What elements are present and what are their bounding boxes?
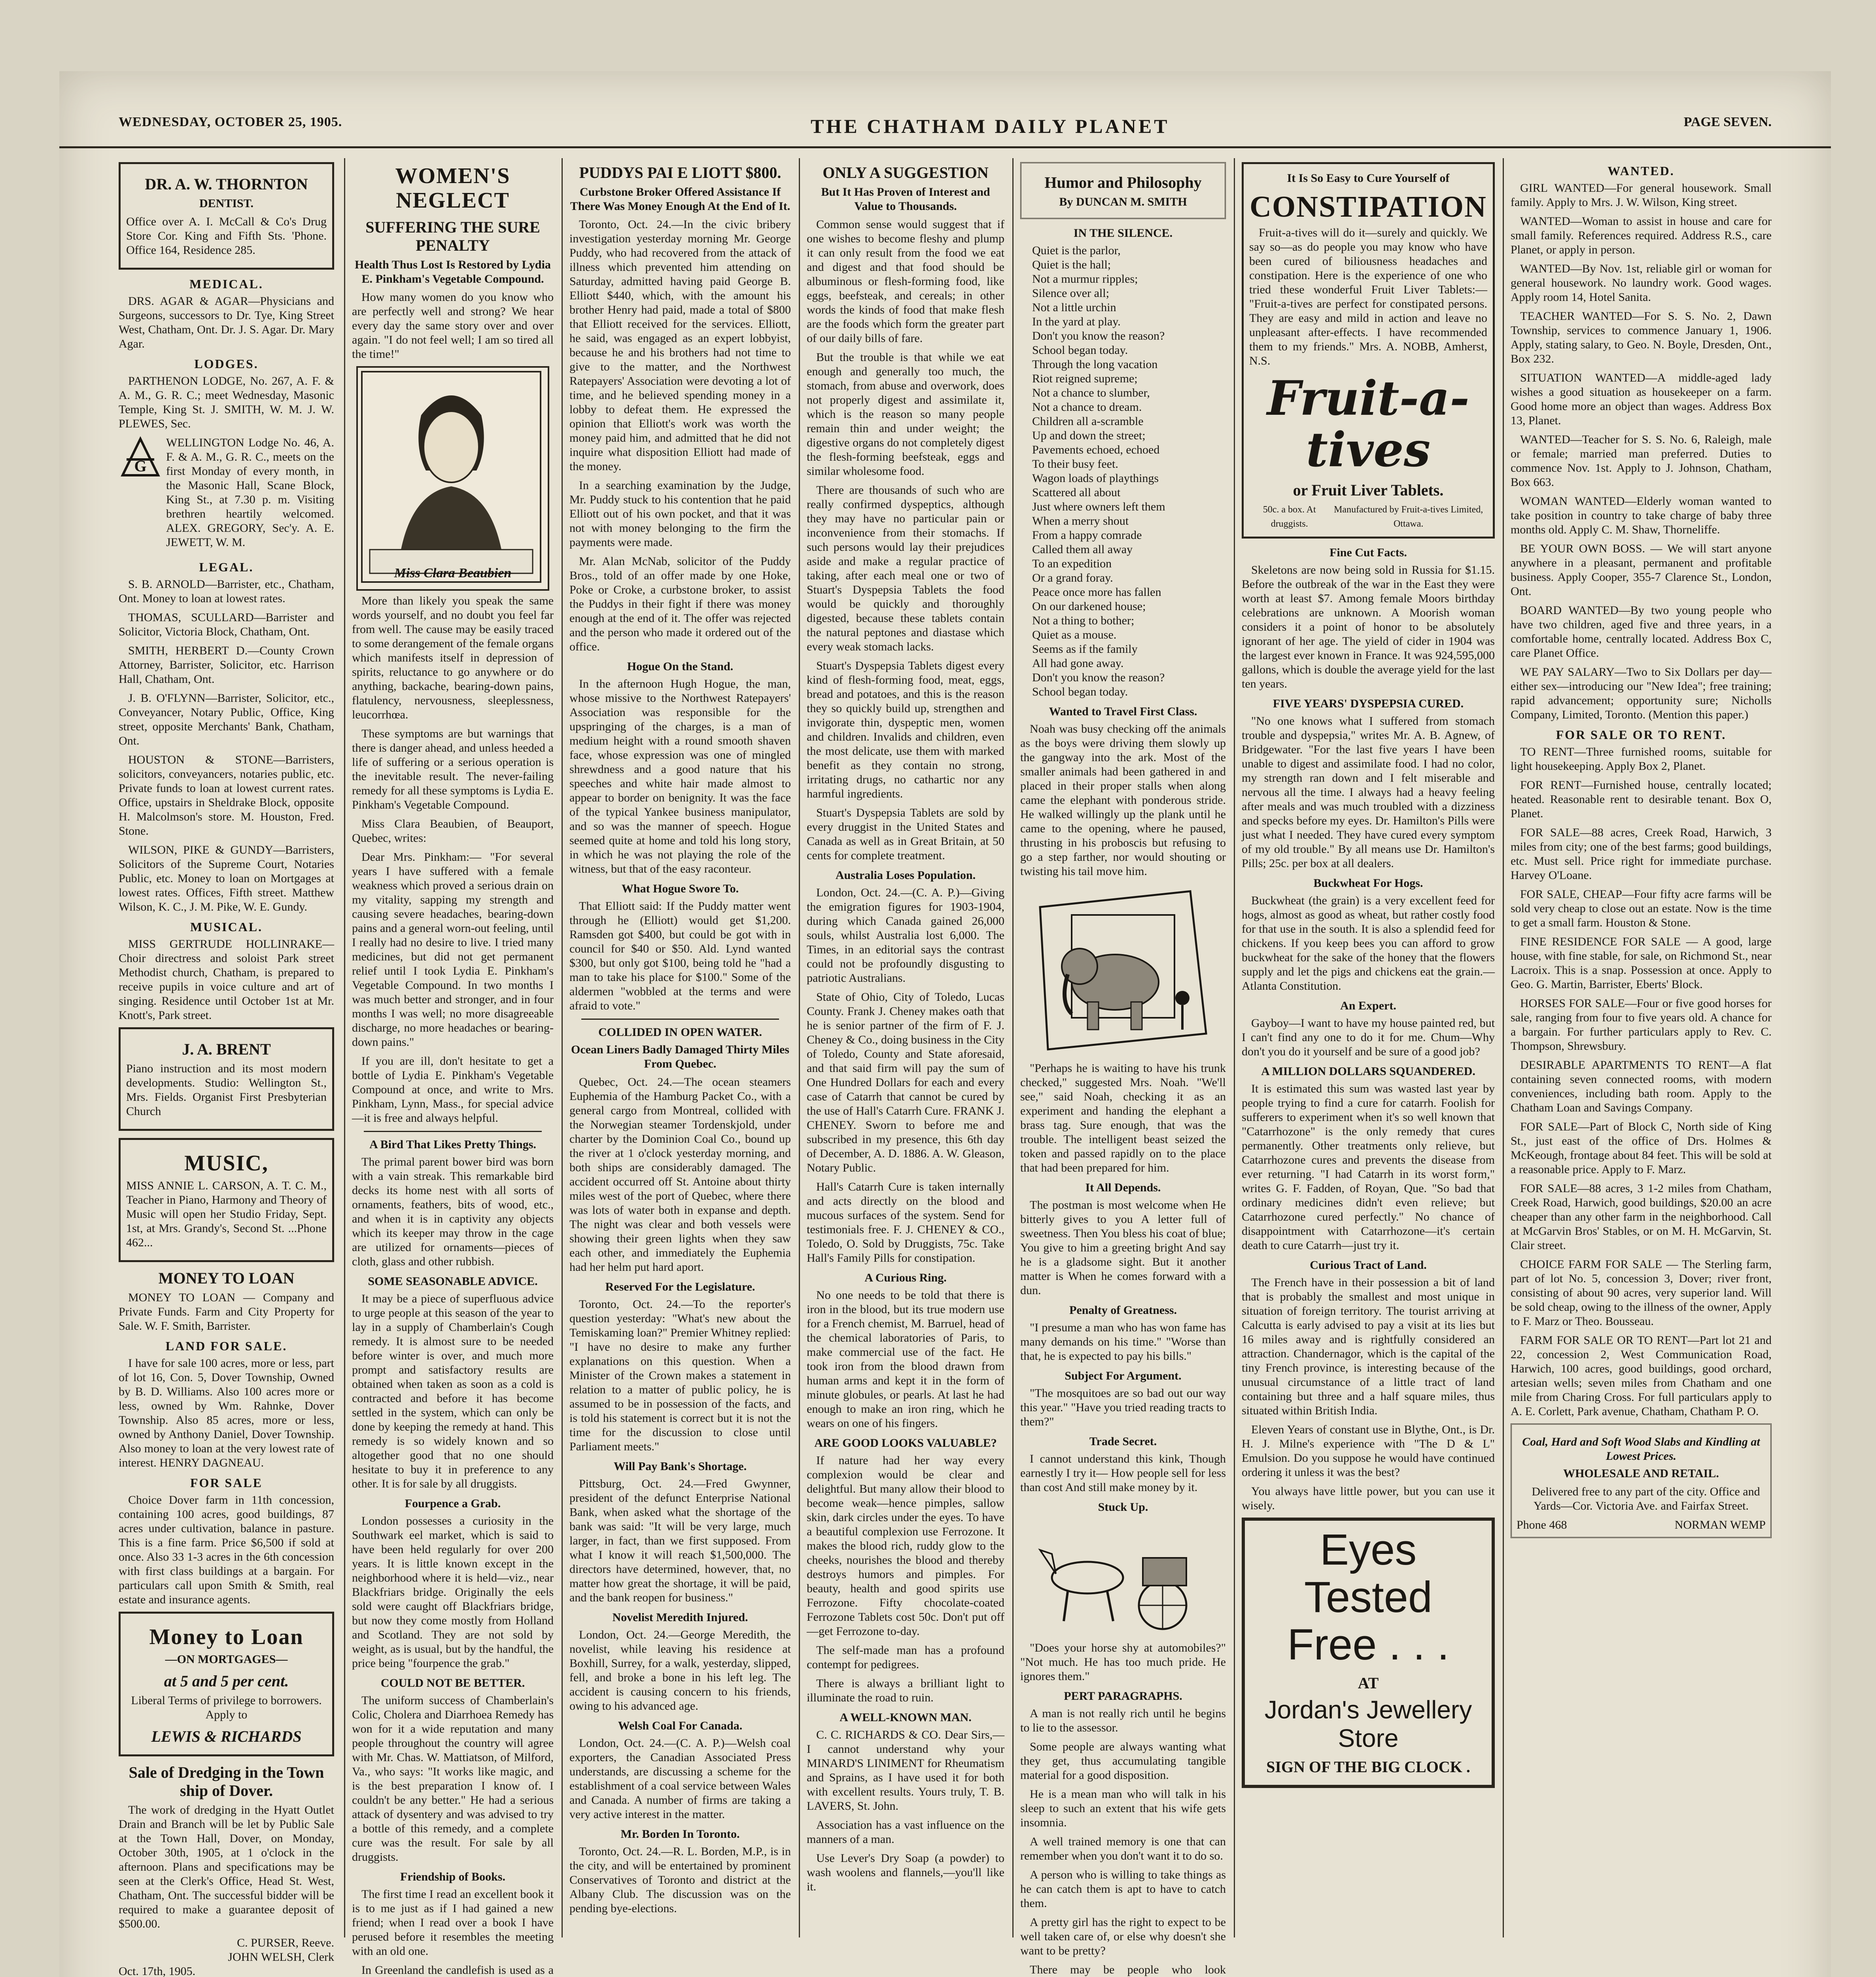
article-text: The first time I read an excellent book it is to me just as if I had gained a new friend; when I read over a book I have perused before it resembles the meeting with an old one. bbox=[352, 1888, 554, 1958]
article-subheading: Penalty of Greatness. bbox=[1069, 1304, 1177, 1317]
article-text: "I presume a man who has won fame has many demands on his time." "Worse than that, he is expected to pay his bills." bbox=[1020, 1321, 1226, 1363]
column-rule bbox=[344, 158, 345, 1937]
classified-ad: FINE RESIDENCE FOR SALE — A good, large house, with fine stable, for sale, on Richmond St., near Lacroix. This is a snap. Possession at once. Apply to Geo. G. Martin, Barrister, Eberts' Block. bbox=[1511, 935, 1772, 991]
article-text: In Greenland the candlefish is used as a bbox=[361, 1964, 554, 1977]
poem-line: Quiet as a mouse. bbox=[1032, 628, 1117, 641]
article-text: You always have little power, but you can use it wisely. bbox=[1242, 1485, 1495, 1512]
poem-line: Don't you know the reason? bbox=[1032, 329, 1165, 342]
rent-heading: FOR SALE OR TO RENT. bbox=[1556, 728, 1727, 742]
article-text: Toronto, Oct. 24.—In the civic bribery investigation yesterday morning Mr. George Puddy, who had recovered from the attack of illness which prevented him attending on Saturday, admitted having paid George B. Elliott $440, which, with the amount his brother Henry had paid, made a total of $800 that Elliott received for the services. Elliott, he said, was engaged as an expert lobbyist, because he and his brothers had not time to give to the matter, and the Northwest Ratepayers' Association were devoting a lot of time, and he believed spending money in a lobby to defeat them. He expressed the opinion that Elliott's work was worth the money paid him, and admitted that he did not inquire what disposition Elliott had made of the money. bbox=[569, 218, 791, 473]
music-card bbox=[119, 1138, 334, 1262]
loan-ad-rate: at 5 and 5 per cent. bbox=[164, 1672, 289, 1690]
article-text: C. C. RICHARDS & CO. Dear Sirs,—I cannot understand why your MINARD'S LINIMENT for Rheumatism and Sprains, as I have used it for both with excellent results. Yours truly, T. B. LAVERS, St. John. bbox=[807, 1728, 1004, 1813]
fruit-a-tives-ad bbox=[1242, 162, 1495, 539]
ad-deck: Health Thus Lost Is Restored by Lydia E. Pinkham's Vegetable Compound. bbox=[355, 258, 551, 285]
pert-paragraphs bbox=[1020, 1707, 1226, 1977]
poem-line: Wagon loads of playthings bbox=[1032, 472, 1159, 485]
article-text: In a searching examination by the Judge, Mr. Puddy stuck to his contention that he paid Elliott out of his own pocket, and that it was not with money belonging to the firm the payments were made. bbox=[569, 479, 791, 549]
article-subheading: It All Depends. bbox=[1085, 1181, 1161, 1194]
ad-body: These symptoms are but warnings that there is danger ahead, and unless heeded a life of suffering or a serious operation is the inevitable result. The never-failing remedy for all these symptoms is Lydia E. Pinkham's Vegetable Compound. bbox=[352, 727, 554, 811]
article-text: Common sense would suggest that if one wishes to become fleshy and plump it can only result from the food we eat and digest and that food should be albuminous or flesh-forming food, like eggs, beefsteak, and cereals; in other words the kinds of food that make flesh are the foods which form the greater part of our daily bills of fare. bbox=[807, 218, 1004, 345]
humor-byline: By DUNCAN M. SMITH bbox=[1059, 195, 1187, 208]
poem-line: Quiet is the parlor, bbox=[1032, 244, 1121, 257]
column-1 bbox=[119, 158, 334, 1977]
music-heading: MUSIC, bbox=[184, 1151, 269, 1176]
column-2 bbox=[352, 158, 554, 1977]
article-text: London, Oct. 24.—(C. A. P.)—Giving the emigration figures for 1903-1904, during which Canada gained 26,000 souls, whilst Australia lost 6,000. The Times, in an editorial says the contrast could not be profoundly disgusting to patriotic Australians. bbox=[807, 886, 1004, 985]
classified-ad: FARM FOR SALE OR TO RENT—Part lot 21 and 22, concession 2, West Communication Road, Harwich, 100 acres, good buildings, good orchard, artesian wells; seven miles from Chatham and one mile from Charing Cross. For full particulars apply to A. E. Corlett, Park avenue, Chatham, Chatham P. O. bbox=[1511, 1334, 1772, 1418]
article-text: The uniform success of Chamberlain's Colic, Cholera and Diarrhoea Remedy has won for it a wide reputation and many people throughout the country will agree with Mr. Chas. W. Mattiatson, of Milford, Va., who says: "It works like magic, and is the best preparation I know of. I couldn't be any better." He had a serious attack of dysentery and was advised to try a bottle of this remedy, and a complete cure was the result. For sale by all druggists. bbox=[352, 1694, 554, 1864]
poem-line: Or a grand foray. bbox=[1032, 571, 1113, 584]
ad-headline: WOMEN'S NEGLECT bbox=[395, 164, 511, 213]
article-subheading: Stuck Up. bbox=[1098, 1501, 1148, 1514]
article-headline: COLLIDED IN OPEN WATER. bbox=[598, 1026, 762, 1039]
article-text: Hall's Catarrh Cure is taken internally and acts directly on the blood and mucous surfaces of the system. Send for testimonials free. F. J. CHENEY & CO., Toledo, O. Sold by Druggists, 75c. Take Hall's Family Pills for constipation. bbox=[807, 1180, 1004, 1264]
column-rule bbox=[1503, 158, 1504, 1937]
portrait-illustration bbox=[356, 366, 549, 591]
land-text: I have for sale 100 acres, more or less, part of lot 16, Con. 5, Dover Township, Owned by B. D. Williams. Also 100 acres more or less, owned by Wm. Rahnke, Dover Township. Also 85 acres, more or less, owned by Anthony Daniel, Dover Township. Also money to loan at the very lowest rate of interest. HENRY DAGNEAU. bbox=[119, 1357, 334, 1469]
poem-line: Scattered all about bbox=[1032, 486, 1121, 499]
ad-subheadline: SUFFERING THE SURE PENALTY bbox=[365, 218, 540, 254]
article-deck: But It Has Proven of Interest and Value to Thousands. bbox=[821, 185, 990, 213]
article-subheading: Australia Loses Population. bbox=[835, 869, 976, 882]
column-rule bbox=[1234, 158, 1235, 1937]
article-subheading: Reserved For the Legislature. bbox=[605, 1280, 755, 1293]
classified-ad: FOR SALE, CHEAP—Four fifty acre farms will be sold very cheap to close out an estate. Now is the time to get a small farm. Houston & Stone. bbox=[1511, 888, 1772, 929]
masthead-rule bbox=[59, 146, 1831, 148]
poem-line: When a merry shout bbox=[1032, 514, 1129, 527]
wanted-heading: WANTED. bbox=[1607, 164, 1675, 178]
poem-line: Not a little urchin bbox=[1032, 301, 1116, 314]
constipation-lead: It Is So Easy to Cure Yourself of bbox=[1287, 172, 1450, 185]
eyes-line: Eyes bbox=[1320, 1525, 1417, 1574]
article-deck: Ocean Liners Badly Damaged Thirty Miles From Quebec. bbox=[571, 1043, 789, 1070]
article-text: Quebec, Oct. 24.—The ocean steamers Euphemia of the Hamburg Packet Co., with a general cargo from Montreal, collided with the Norwegian steamer Tordenskjold, under charter by the Dominion Coal Co., bound up the river at 1 o'clock yesterday morning, and both ships are considerably damaged. The accident occurred off St. Antoine about thirty miles west of the port of Quebec, where there was lots of water both in expanse and depth. The night was clear and both vessels were showing their green lights when they saw each other, and immediately the Euphemia had her helm put hard aport. bbox=[569, 1075, 791, 1274]
article-headline: PUDDYS PAI E LIOTT $800. bbox=[579, 164, 781, 181]
article-text: London possesses a curiosity in the Southwark eel market, which is said to have been held regularly for over 200 years. It is little known except in the neighborhood where it is held—viz., near Blackfriars bridge. Originally the eels sold were caught off Blackfriars bridge, but now they come mostly from Holland and Scotland. They are not sold by weight, as is usual, but by the handful, the price being "fourpence the grab." bbox=[352, 1514, 554, 1670]
ad-body: If you are ill, don't hesitate to get a bottle of Lydia E. Pinkham's Vegetable Compound at once, and write to Mrs. Pinkham, Lynn, Mass., for special advice—it is free and always helpful. bbox=[352, 1055, 554, 1125]
article-subheading: A WELL-KNOWN MAN. bbox=[840, 1711, 972, 1724]
land-heading: LAND FOR SALE. bbox=[165, 1339, 287, 1353]
article-subheading: Mr. Borden In Toronto. bbox=[620, 1828, 740, 1841]
pert-paragraph: A person who is willing to take things as he can catch them is apt to have to catch them. bbox=[1020, 1868, 1226, 1910]
classified-ad: SITUATION WANTED—A middle-aged lady wishes a good situation as housekeeper on a farm. Good home more an object than wages. Address Box 13, Planet. bbox=[1511, 371, 1772, 427]
legal-card: THOMAS, SCULLARD—Barrister and Solicitor, Victoria Block, Chatham, Ont. bbox=[119, 611, 334, 638]
classified-ad: TEACHER WANTED—For S. S. No. 2, Dawn Township, services to commence January 1, 1906. Apply, stating salary, to Geo. N. Boyle, Dresden, Ont., Box 232. bbox=[1511, 310, 1772, 365]
wanted-list bbox=[1511, 181, 1772, 722]
ad-lead: How many women do you know who are perfectly well and strong? We hear every day the same story over and over again. "I do not feel well; I am so tired all the time!" bbox=[352, 291, 554, 361]
pert-paragraph: A well trained memory is one that can remember when you don't want it to do so. bbox=[1020, 1835, 1226, 1862]
article-text: That Elliott said: If the Puddy matter went through he (Elliott) would get $1,200. Ramsden got $400, but could be got with in council for $40 or $50. Ald. Lynd wanted $300, but only got $100, being told he "had a man to take his place for $100." Some of the aldermen "wobbled at the terms and were afraid to vote." bbox=[569, 900, 791, 1012]
article-text: "Does your horse shy at automobiles?" "Not much. He has too much pride. He ignores them." bbox=[1020, 1641, 1226, 1683]
article-text: "Perhaps he is waiting to have his trunk checked," suggested Mrs. Noah. "We'll see," said Noah, checking it as an experiment and handing the elephant a brass tag. Sure enough, that was the trouble. The intelligent beast seized the token and passed rapidly on to the place that had been prepared for him. bbox=[1020, 1062, 1226, 1174]
article-subheading: Buckwheat For Hogs. bbox=[1313, 877, 1423, 890]
classified-ad: DESIRABLE APARTMENTS TO RENT—A flat containing seven connected rooms, with modern conveniences, including bath room. Apply to the Chatham Loan and Savings Company. bbox=[1511, 1058, 1772, 1114]
article-subheading: What Hogue Swore To. bbox=[621, 882, 739, 895]
article-text: It is estimated this sum was wasted last year by people trying to find a cure for catarrh. Foolish for sufferers to experiment when it's so well known that "Catarrhozone" is the only remedy that cures permanently. Other treatments only relieve, but Catarrhozone cures and prevents the disease from ever returning. "I had Catarrh in its worst form," writes G. F. Fadden, of Royan, Que. "So bad that ordinary medicines didn't even relieve; but Catarrhozone cured perfectly." No chance of disappointment with Catarrhozone—it's certain death to cure Catarrh—just try it. bbox=[1242, 1082, 1495, 1252]
legal-card: SMITH, HERBERT D.—County Crown Attorney, Barrister, Solicitor, etc. Harrison Hall, Chatham, Ont. bbox=[119, 644, 334, 686]
article-text: Stuart's Dyspepsia Tablets digest every kind of flesh-forming food, meat, eggs, bread and potatoes, and this is the reason they so quickly build up, strengthen and invigorate thin, dyspeptic men, women and children. Invalids and children, even the most delicate, use them with marked benefit as they contain no strong, irritating drugs, no cathartic nor any harmful ingredients. bbox=[807, 659, 1004, 800]
brent-card bbox=[119, 1027, 334, 1131]
poem-line: Not a thing to bother; bbox=[1032, 614, 1135, 627]
column-rule bbox=[562, 158, 563, 1937]
coal-footer bbox=[1517, 1518, 1766, 1532]
eyes-sign: SIGN OF THE BIG CLOCK . bbox=[1266, 1758, 1470, 1776]
article-subheading: Fine Cut Facts. bbox=[1329, 546, 1407, 559]
poem-title: IN THE SILENCE. bbox=[1073, 227, 1173, 240]
article-subheading: A Curious Ring. bbox=[864, 1271, 947, 1284]
article-text: Gayboy—I want to have my house painted red, but I can't find any one to do it for me. Chum—Why don't you do it yourself and be sure of a good job? bbox=[1242, 1017, 1495, 1058]
legal-card: S. B. ARNOLD—Barrister, etc., Chatham, Ont. Money to loan at lowest rates. bbox=[119, 578, 334, 605]
elephant-ark-illustration bbox=[1024, 883, 1222, 1057]
money-heading: MONEY TO LOAN bbox=[158, 1269, 295, 1287]
article-text: "No one knows what I suffered from stomach trouble and dyspepsia," writes Mr. A. B. Agnew, of Bridgewater. "For the last five years I have been unable to digest and assimilate food. I had no color, my strength ran down and I felt miserable and nervous all the time. I always had a heavy feeling after meals and was much troubled with a dizziness and specks before my eyes. Dr. Hamilton's Pills were just what I needed. They have cured every symptom of my old trouble." By all means use Dr. Hamilton's Pills; 25c. per box at all dealers. bbox=[1242, 714, 1495, 870]
brent-name: J. A. BRENT bbox=[182, 1040, 271, 1058]
classified-ad: FOR SALE—88 acres, Creek Road, Harwich, 3 miles from city; one of the best farms; good buildings, etc. Must sell. Price right for immediate purchase. Harvey O'Loane. bbox=[1511, 826, 1772, 882]
music-text: MISS ANNIE L. CARSON, A. T. C. M., Teacher in Piano, Harmony and Theory of Music will open her Studio Friday, Sept. 1st, at Mrs. Grandy's, Second St. ...Phone 462... bbox=[126, 1179, 327, 1249]
article-subheading: Novelist Meredith Injured. bbox=[612, 1611, 748, 1624]
poem-line: Peace once more has fallen bbox=[1032, 586, 1161, 599]
poem-line: Called them all away bbox=[1032, 543, 1133, 556]
article-text: The French have in their possession a bit of land that is probably the smallest and most unique in situation of foreign territory. The tourist arriving at Calcutta is early advised to pay a visit at its lies but 16 miles away and is rightfully considered an attraction. Chandernagor, which is the capital of the tiny French province, is interesting because of the unusual circumstance of a little tract of land containing but three and a half square miles, thus situated within British India. bbox=[1242, 1276, 1495, 1417]
coal-phone: Phone 468 bbox=[1517, 1518, 1567, 1531]
eyes-store: Jordan's Jewellery Store bbox=[1264, 1695, 1472, 1752]
svg-text:G: G bbox=[134, 457, 147, 475]
poem-line: Quiet is the hall; bbox=[1032, 258, 1111, 271]
pert-paragraph: A man is not really rich until he begins to lie to the assessor. bbox=[1020, 1707, 1226, 1734]
poem-line: Children all a-scramble bbox=[1032, 415, 1144, 428]
page-number: PAGE SEVEN. bbox=[1683, 115, 1772, 129]
column-7 bbox=[1511, 158, 1772, 1937]
article-headline: ONLY A SUGGESTION bbox=[823, 164, 989, 181]
loan-ad-text: Liberal Terms of privilege to borrowers. Apply to bbox=[131, 1694, 322, 1721]
loan-ad-heading: Money to Loan bbox=[149, 1625, 304, 1649]
article-text: Noah was busy checking off the animals as the boys were driving them slowly up the gangway into the ark. Most of the smaller animals had been gathered in and placed in their proper stalls when along came the elephant with ponderous stride. He walked willingly up the plank until he came to the opening, where he paused, thrusting in his proboscis but refusing to go a step farther, nor would shouting or twisting his tail move him. bbox=[1020, 722, 1226, 878]
coal-text: Delivered free to any part of the city. Office and Yards—Cor. Victoria Ave. and Fairfax Street. bbox=[1532, 1485, 1760, 1512]
coal-subheading: WHOLESALE AND RETAIL. bbox=[1563, 1467, 1719, 1480]
dredging-text: The work of dredging in the Hyatt Outlet Drain and Branch will be let by Public Sale at the Town Hall, Dover, on Monday, October 30th, 1905, at 1 o'clock in the afternoon. Plans and specifications may be seen at the Clerk's Office, Head St. West, Chatham, Ont. The successful bidder will be required to make a guarantee deposit of $500.00. bbox=[119, 1803, 334, 1930]
classified-ad: BE YOUR OWN BOSS. — We will start anyone anywhere in a pleasant, permanent and profitable business. Apply Cooper, 355-7 Clarence St., London, Ont. bbox=[1511, 542, 1772, 598]
poem-line: School began today. bbox=[1032, 344, 1128, 357]
article-subheading: Welsh Coal For Canada. bbox=[618, 1719, 743, 1732]
article-text: There is always a brilliant light to illuminate the road to ruin. bbox=[807, 1677, 1004, 1704]
ad-body: Dear Mrs. Pinkham:— "For several years I have suffered with a female weakness which proved a serious drain on my vitality, sapping my strength and causing severe headaches, bearing-down pains and a general worn-out feeling, until I really had no desire to live. I tried many medicines, but did not get permanent relief until I took Lydia E. Pinkham's Vegetable Compound. In two months I was much better and stronger, and in four months I was well; no more disagreeable discharge, no more headaches or bearing-down pains." bbox=[352, 851, 554, 1049]
humor-header-box bbox=[1020, 162, 1226, 219]
dredging-date: Oct. 17th, 1905. bbox=[119, 1965, 196, 1977]
legal-card: HOUSTON & STONE—Barristers, solicitors, conveyancers, notaries public, etc. Private funds to loan at lowest current rates. Office, upstairs in Sheldrake Block, opposite H. Malcolmson's store. M. Houston, Fred. Stone. bbox=[119, 753, 334, 837]
article-subheading: Trade Secret. bbox=[1089, 1435, 1157, 1448]
classified-ad: GIRL WANTED—For general housework. Small family. Apply to Mrs. J. W. Wilson, King street. bbox=[1511, 181, 1772, 209]
article-heading: SOME SEASONABLE ADVICE. bbox=[368, 1275, 538, 1288]
lodge-notice-wrap bbox=[119, 436, 334, 554]
eyes-line: Tested bbox=[1304, 1573, 1433, 1622]
poem-line: School began today. bbox=[1032, 685, 1128, 698]
jordans-eyes-ad bbox=[1242, 1518, 1495, 1788]
article-text: In the afternoon Hugh Hogue, the man, whose missive to the Northwest Ratepayers' Association was responsible for the upspringing of the charges, is a man of medium height with a round smooth shaven face, whose expression was one of mingled shrewdness and a good nature that his speeches and white hair made almost to appear to border on benignity. It was the face of the typical Yankee business manipulator, and so was the manner of speech. Hogue seemed quite at home and told his long story, in which he was not playing the role of the witness, but that of the easy raconteur. bbox=[569, 677, 791, 875]
article-text: Association has a vast influence on the manners of a man. bbox=[807, 1818, 1004, 1846]
classified-ad: WE PAY SALARY—Two to Six Dollars per day—either sex—introducing our "New Idea"; free training; rapid advancement; opportunity sure; Nicholls Company, Limited, Toronto. (Mention this paper.) bbox=[1511, 665, 1772, 721]
poem-line: In the yard at play. bbox=[1032, 315, 1121, 328]
ad-body: More than likely you speak the same words yourself, and no doubt you feel far from well. The cause may be easily traced to some derangement of the female organs which manifests itself in depression of spirits, reluctance to go anywhere or do anything, backache, bearing-down pains, flatulency, nervousness, sleeplessness, leucorrhœa. bbox=[352, 594, 554, 721]
pert-paragraph: He is a mean man who will talk in his sleep to such an extent that his wife gets insomnia. bbox=[1020, 1788, 1226, 1829]
poem-line: Seems as if the family bbox=[1032, 643, 1138, 656]
article-text: If nature had her way every complexion would be clear and delightful. But many allow their blood to become weak—hence pimples, sallow skin, dark circles under the eyes. To have a beautiful complexion use Ferrozone. It makes the blood rich, ruddy glow to the cheeks, nourishes the blood and thereby destroys humors and pimples. For beauty, health and good spirits use Ferrozone. Fifty chocolate-coated Ferrozone Tablets cost 50c. Don't put off—get Ferrozone to-day. bbox=[807, 1454, 1004, 1638]
column-rule bbox=[1012, 158, 1014, 1937]
column-3 bbox=[569, 158, 791, 1937]
musical-heading: MUSICAL. bbox=[190, 920, 263, 934]
fruit-a-tives-logo: Fruit-a-tives bbox=[1267, 370, 1469, 478]
article-subheading: Wanted to Travel First Class. bbox=[1049, 705, 1197, 718]
article-text: No one needs to be told that there is iron in the blood, but its true modern use for a French chemist, M. Barruel, head of the chemical laboratories of Paris, to make commercial use of the fact. He took iron from the blood drawn from human arms and kept it in the form of minute globules, or pearls. At last he had enough to make an iron ring, which he wears on one of his fingers. bbox=[807, 1289, 1004, 1430]
article-text: Pittsburg, Oct. 24.—Fred Gwynner, president of the defunct Enterprise National Bank, when asked what the shortage of the bank was said: "It will be very large, much larger, in fact, than we first supposed. From what I know it will reach $1,500,000. The directors have determined, however, that, no matter how great the shortage, it will be paid, and the bank reopen for business." bbox=[569, 1477, 791, 1604]
article-text: London, Oct. 24.—George Meredith, the novelist, while leaving his residence at Boxhill, Surrey, for a walk, yesterday, slipped, fell, and broke a bone in his left leg. The accident is causing concern to his friends, owing to his advanced age. bbox=[569, 1628, 791, 1712]
dentist-title: DENTIST. bbox=[199, 197, 253, 210]
humor-heading: Humor and Philosophy bbox=[1044, 174, 1202, 191]
article-subheading: An Expert. bbox=[1340, 999, 1396, 1012]
article-text: It may be a piece of superfluous advice to urge people at this season of the year to lay in a supply of Chamberlain's Cough remedy. It is almost sure to be needed before winter is over, and much more prompt and satisfactory results are obtained when taken as soon as a cold is contracted and before it has become settled in the system, which can only be done by keeping the remedy at hand. This remedy is so widely known and so altogether good that no one should hesitate to buy it in preference to any other. It is for sale by all druggists. bbox=[352, 1292, 554, 1490]
loan-ad-subheading: —ON MORTGAGES— bbox=[165, 1653, 288, 1666]
classified-ad: FOR SALE—Part of Block C, North side of King St., just east of the office of Drs. Holmes & McKeough, frontage about 84 feet. This will be sold at a reasonable price. Apply to F. Marz. bbox=[1511, 1120, 1772, 1176]
dredging-heading: Sale of Dredging in the Town ship of Dover. bbox=[129, 1763, 324, 1799]
article-text: Buckwheat (the grain) is a very excellent feed for hogs, almost as good as wheat, but rather costly food for that use in the south. It is also a splendid feed for chickens. If you keep bees you can afford to grow buckwheat for the sake of the honey that the flowers supply and let the pigs and chickens eat the grain.—Atlanta Constitution. bbox=[1242, 894, 1495, 992]
poem-line: To an expedition bbox=[1032, 557, 1112, 570]
poem-line: Riot reigned supreme; bbox=[1032, 372, 1138, 385]
divider bbox=[364, 1131, 542, 1132]
constipation-heading: CONSTIPATION bbox=[1250, 190, 1487, 223]
classified-ad: CHOICE FARM FOR SALE — The Sterling farm, part of lot No. 5, concession 3, Dover; river front, consisting of about 90 acres, very superior land. Will be sold cheap, owing to the illness of the owner, Apply to F. Marz or Theo. Bousseau. bbox=[1511, 1258, 1772, 1328]
article-heading: Fourpence a Grab. bbox=[405, 1497, 501, 1510]
article-text: The primal parent bower bird was born with a vain streak. This remarkable bird decks its home nest with all sorts of ornaments, feathers, bits of wood, etc., and when it is in captivity any objects which its keeper may throw in the cage are utilized for ornaments—pieces of cloth, glass and other rubbish. bbox=[352, 1155, 554, 1268]
classified-ad: BOARD WANTED—By two young people who have two children, aged five and three years, in a comfortable home, centrally located. Address Box C, care Planet Office. bbox=[1511, 604, 1772, 660]
money-loan-ad bbox=[119, 1612, 334, 1756]
poem-line: On our darkened house; bbox=[1032, 600, 1146, 613]
classified-ad: HORSES FOR SALE—Four or five good horses for sale, ranging from four to five years old. A chance for a bargain. For further particulars apply to Rev. C. Thompson, Shrewsbury. bbox=[1511, 997, 1772, 1053]
legal-card: J. B. O'FLYNN—Barrister, Solicitor, etc., Conveyancer, Notary Public, Office, King street, opposite Merchants' Bank, Chatham, Ont. bbox=[119, 692, 334, 747]
poem-line: Up and down the street; bbox=[1032, 429, 1146, 442]
eyes-line: Free . . . bbox=[1287, 1620, 1449, 1669]
portrait-caption: Miss Clara Beaubien bbox=[394, 566, 512, 580]
column-6 bbox=[1242, 158, 1495, 1937]
masonic-emblem-icon bbox=[119, 436, 162, 483]
article-text: London, Oct. 24.—(C. A. P.)—Welsh coal exporters, the Canadian Associated Press understands, are discussing a scheme for the establishment of a coal service between Wales and Canada. A number of firms are taking a very active interest in the matter. bbox=[569, 1737, 791, 1821]
poem-line: Not a murmur ripples; bbox=[1032, 272, 1138, 285]
article-heading: A Bird That Likes Pretty Things. bbox=[369, 1138, 536, 1151]
poem-line: To their busy feet. bbox=[1032, 457, 1118, 471]
coal-ad bbox=[1511, 1423, 1772, 1538]
article-text: Mr. Alan McNab, solicitor of the Puddy Bros., told of an offer made by one Hoke, Poke or Croke, a curbstone broker, to assist the Puddys in their fight if there was money enough at the end of it. The offer was rejected and the person who made it ordered out of the office. bbox=[569, 555, 791, 653]
article-text: Skeletons are now being sold in Russia for $1.15. Before the outbreak of the war in the East they were worth at least $7. Among female Moors birthday celebrations are unknown. A Moorish woman considers it a point of honor to be absolutely ignorant of her age. The yield of cider in 1904 was the largest ever known in France. It was 924,595,000 gallons, which is double the average yield for the last ten years. bbox=[1242, 563, 1495, 690]
masthead bbox=[59, 115, 1831, 150]
dentist-card bbox=[119, 162, 334, 270]
article-text: The self-made man has a profound contempt for pedigrees. bbox=[807, 1644, 1004, 1671]
pert-paragraph: A pretty girl has the right to expect to be well taken care of, or else why doesn't she want to be pretty? bbox=[1020, 1916, 1226, 1957]
poem-line: Pavements echoed, echoed bbox=[1032, 443, 1160, 456]
classified-ad: WANTED—By Nov. 1st, reliable girl or woman for general housework. No laundry work. Good wages. Apply room 14, Hotel Sanita. bbox=[1511, 262, 1772, 304]
musical-text: MISS GERTRUDE HOLLINRAKE—Choir directress and soloist Park street Methodist church, Chatham, is prepared to receive pupils in voice culture and art of singing. Residence until October 1st at Mr. Knott's, Park street. bbox=[119, 937, 334, 1022]
fruit-a-tives-subtitle: or Fruit Liver Tablets. bbox=[1293, 481, 1444, 499]
poem-line: Not a chance to slumber, bbox=[1032, 386, 1150, 399]
dredging-signature: C. PURSER, Reeve. bbox=[237, 1936, 334, 1949]
article-deck: Curbstone Broker Offered Assistance If There Was Money Enough At the End of It. bbox=[570, 185, 790, 213]
lodge-notice: PARTHENON LODGE, No. 267, A. F. & A. M., G. R. C.; meet Wednesday, Masonic Temple, King St. J. SMITH, W. M. J. W. PLEWES, Sec. bbox=[119, 374, 334, 430]
column-4 bbox=[807, 158, 1004, 1937]
article-text: Use Lever's Dry Soap (a powder) to wash woolens and flannels,—you'll like it. bbox=[807, 1852, 1004, 1893]
dentist-name: DR. A. W. THORNTON bbox=[145, 175, 308, 193]
medical-text: DRS. AGAR & AGAR—Physicians and Surgeons, successors to Dr. Tye, King Street West, Chatham, Ont. Dr. J. S. Agar. Dr. Mary Agar. bbox=[119, 295, 334, 350]
pert-paragraph: There may be people who look bbox=[1030, 1963, 1226, 1976]
dredging-signature: JOHN WELSH, Clerk bbox=[228, 1951, 334, 1964]
lodge-notice: WELLINGTON Lodge No. 46, A. F. & A. M., G. R. C., meets on the first Monday of every month, in the Masonic Hall, Scane Block, King St., at 7.30 p. m. Visiting brethren heartily welcomed. ALEX. GREGORY, Sec'y. A. E. JEWETT, W. M. bbox=[166, 436, 334, 549]
article-subheading: FIVE YEARS' DYSPEPSIA CURED. bbox=[1273, 697, 1464, 710]
article-subheading: PERT PARAGRAPHS. bbox=[1064, 1690, 1182, 1703]
issue-date: WEDNESDAY, OCTOBER 25, 1905. bbox=[119, 115, 342, 129]
classified-ad: WANTED—Woman to assist in house and care for small family. References required. Address R.S., care Planet, or apply in person. bbox=[1511, 215, 1772, 256]
poem-line: Don't you know the reason? bbox=[1032, 671, 1165, 684]
article-subheading: Subject For Argument. bbox=[1065, 1369, 1182, 1382]
coal-heading: Coal, Hard and Soft Wood Slabs and Kindling at Lowest Prices. bbox=[1522, 1435, 1760, 1463]
coal-name: NORMAN WEMP bbox=[1674, 1518, 1766, 1531]
article-subheading: A MILLION DOLLARS SQUANDERED. bbox=[1261, 1065, 1475, 1078]
article-text: Stuart's Dyspepsia Tablets are sold by every druggist in the United States and Canada as well as in Great Britain, at 50 cents for complete treatment. bbox=[807, 806, 1004, 862]
poem-line: Not a chance to dream. bbox=[1032, 401, 1142, 414]
classified-ad: FOR SALE—88 acres, 3 1-2 miles from Chatham, Creek Road, Harwich, good buildings, $20.00 an acre cheaper than any other farm in the neighborhood. Call at McGarvin Bros' Stables, or on M. H. McGarvin, St. Clair street. bbox=[1511, 1182, 1772, 1252]
lodges-heading: LODGES. bbox=[194, 357, 259, 371]
forsale-heading: FOR SALE bbox=[190, 1476, 263, 1490]
poem bbox=[1020, 244, 1226, 699]
ad-body: Miss Clara Beaubien, of Beauport, Quebec, writes: bbox=[352, 817, 554, 845]
poem-line: Silence over all; bbox=[1032, 287, 1109, 300]
poem-line: Just where owners left them bbox=[1032, 500, 1165, 513]
rent-list bbox=[1511, 745, 1772, 1419]
classified-ad: WANTED—Teacher for S. S. No. 6, Raleigh, male or female; married man preferred. Duties to commence Nov. 1st. Apply to J. Johnson, Chatham, Box 663. bbox=[1511, 433, 1772, 489]
classified-ad: WOMAN WANTED—Elderly woman wanted to take position in country to take charge of baby three months old. Apply C. M. Shaw, Thorneliffe. bbox=[1511, 495, 1772, 536]
dentist-text: Office over A. I. McCall & Co's Drug Store Cor. King and Fifth Sts. 'Phone. Office 164, Residence 285. bbox=[126, 215, 327, 257]
article-text: State of Ohio, City of Toledo, Lucas County. Frank J. Cheney makes oath that he is senior partner of the firm of F. J. Cheney & Co., doing business in the City of Toledo, County and State aforesaid, and that said firm will pay the sum of One Hundred Dollars for each and every case of Catarrh that cannot be cured by the use of Hall's Catarrh Cure. FRANK J. CHENEY. Sworn to before me and subscribed in my presence, this 6th day of December, A. D. 1886. A. W. Gleason, Notary Public. bbox=[807, 990, 1004, 1174]
medical-heading: MEDICAL. bbox=[189, 277, 263, 291]
article-subheading: Hogue On the Stand. bbox=[627, 660, 734, 673]
column-5 bbox=[1020, 158, 1226, 1976]
fruit-price: 50c. a box. At druggists. bbox=[1263, 505, 1316, 529]
poem-line: From a happy comrade bbox=[1032, 529, 1142, 542]
article-text: The postman is most welcome when He bitterly gives to you A letter full of sweetness. Then You bless his coat of blue; You give to him a greeting bright And say he is a gladsome sight. But it another matter is When he comes forward with a dun. bbox=[1020, 1198, 1226, 1297]
constipation-text: Fruit-a-tives will do it—surely and quickly. We say so—as do people you may know who have been cured of biliousness headaches and constipation. Here is the experience of one who tried these wonderful Fruit Liver Tablets:— "Fruit-a-tives are perfect for constipated persons. They are easy and mild in action and leave no unpleasant after-effects. I have recommended them to my friends." Mrs. A. NOBB, Amherst, N.S. bbox=[1249, 226, 1487, 367]
legal-heading: LEGAL. bbox=[199, 560, 254, 574]
pert-paragraph: Some people are always wanting what they get, thus accumulating tangible material for a good disposition. bbox=[1020, 1740, 1226, 1782]
poem-line: Through the long vacation bbox=[1032, 358, 1158, 371]
horse-carriage-illustration bbox=[1028, 1518, 1218, 1637]
eyes-at: AT bbox=[1358, 1674, 1379, 1692]
article-text: Toronto, Oct. 24.—R. L. Borden, M.P., is in the city, and will be entertained by prominent Conservatives of Toronto and district at the Albany Club. The discussion was on the pending bye-elections. bbox=[569, 1845, 791, 1915]
article-text: Toronto, Oct. 24.—To the reporter's question yesterday: "What's new about the Temiskaming loan?" Premier Whitney replied: "I have no desire to make any further explanations on this question. When a Minister of the Crown makes a statement in relation to a matter of public policy, he is assumed to be in possession of the facts, and is told his statement is correct but it is not the time for the discussion to close until Parliament meets." bbox=[569, 1298, 791, 1453]
article-subheading: Will Pay Bank's Shortage. bbox=[613, 1460, 747, 1473]
column-rule bbox=[799, 158, 800, 1937]
article-subheading: ARE GOOD LOOKS VALUABLE? bbox=[814, 1436, 997, 1450]
loan-ad-name: LEWIS & RICHARDS bbox=[151, 1728, 302, 1745]
article-heading: COULD NOT BE BETTER. bbox=[380, 1676, 525, 1690]
newspaper-title: THE CHATHAM DAILY PLANET bbox=[811, 115, 1170, 137]
fruit-maker: Manufactured by Fruit-a-tives Limited, Ottawa. bbox=[1334, 505, 1483, 529]
article-text: Eleven Years of constant use in Blythe, Ont., is Dr. H. J. Milne's experience with "The D & L" Emulsion. Do you suppose he would have continued ordering it unless it was the best? bbox=[1242, 1423, 1495, 1479]
classified-ad: TO RENT—Three furnished rooms, suitable for light housekeeping. Apply Box 2, Planet. bbox=[1511, 745, 1772, 773]
article-text: I cannot understand this kink, Though earnestly I try it— How people sell for less than cost And still make money by it. bbox=[1020, 1452, 1226, 1494]
article-subheading: Curious Tract of Land. bbox=[1310, 1259, 1427, 1272]
brent-text: Piano instruction and its most modern developments. Studio: Wellington St., Mrs. Fields. Organist First Presbyterian Church bbox=[126, 1062, 327, 1118]
woman-portrait-icon bbox=[358, 368, 545, 586]
poem-line: All had gone away. bbox=[1032, 657, 1124, 670]
money-text: MONEY TO LOAN — Company and Private Funds. Farm and City Property for Sale. W. F. Smith, Barrister. bbox=[119, 1291, 334, 1332]
classified-ad: FOR RENT—Furnished house, centrally located; heated. Reasonable rent to desirable tenant. Box O, Planet. bbox=[1511, 779, 1772, 820]
fruit-a-tives-footer bbox=[1249, 503, 1487, 531]
divider bbox=[581, 1019, 779, 1020]
forsale-text: Choice Dover farm in 11th concession, containing 100 acres, good buildings, 87 acres under cultivation, balance in pasture. This is a fine farm. Price $6,500 if sold at once. Also 33 1-3 acres in the 6th concession with first class buildings at a bargain. For particulars call upon Smith & Smith, real estate and insurance agents. bbox=[119, 1493, 334, 1606]
article-heading: Friendship of Books. bbox=[400, 1870, 505, 1883]
article-text: "The mosquitoes are so bad out our way this year." "Have you tried reading tracts to them?" bbox=[1020, 1387, 1226, 1428]
legal-card: WILSON, PIKE & GUNDY—Barristers, Solicitors of the Supreme Court, Notaries Public, etc. Money to loan on Mortgages at lowest rates. Offices, Fifth street. Matthew Wilson, K. C., J. M. Pike, W. E. Gundy. bbox=[119, 843, 334, 913]
article-text: There are thousands of such who are really confirmed dyspeptics, although they may have no particular pain or inconvenience from their stomachs. If such persons would lay their prejudices aside and make a regular practice of taking, after each meal one or two of Stuart's Dyspepsia Tablets the food would be quickly and thoroughly digested, because these tablets contain the natural peptones and diastase which every weak stomach lacks. bbox=[807, 484, 1004, 653]
article-text: But the trouble is that while we eat enough and generally too much, the stomach, from abuse and overwork, does not properly digest and assimilate it, which is the reason so many people remain thin and under weight; the digestive organs do not completely digest the flesh-forming beefsteak, eggs and similar wholesome food. bbox=[807, 351, 1004, 478]
